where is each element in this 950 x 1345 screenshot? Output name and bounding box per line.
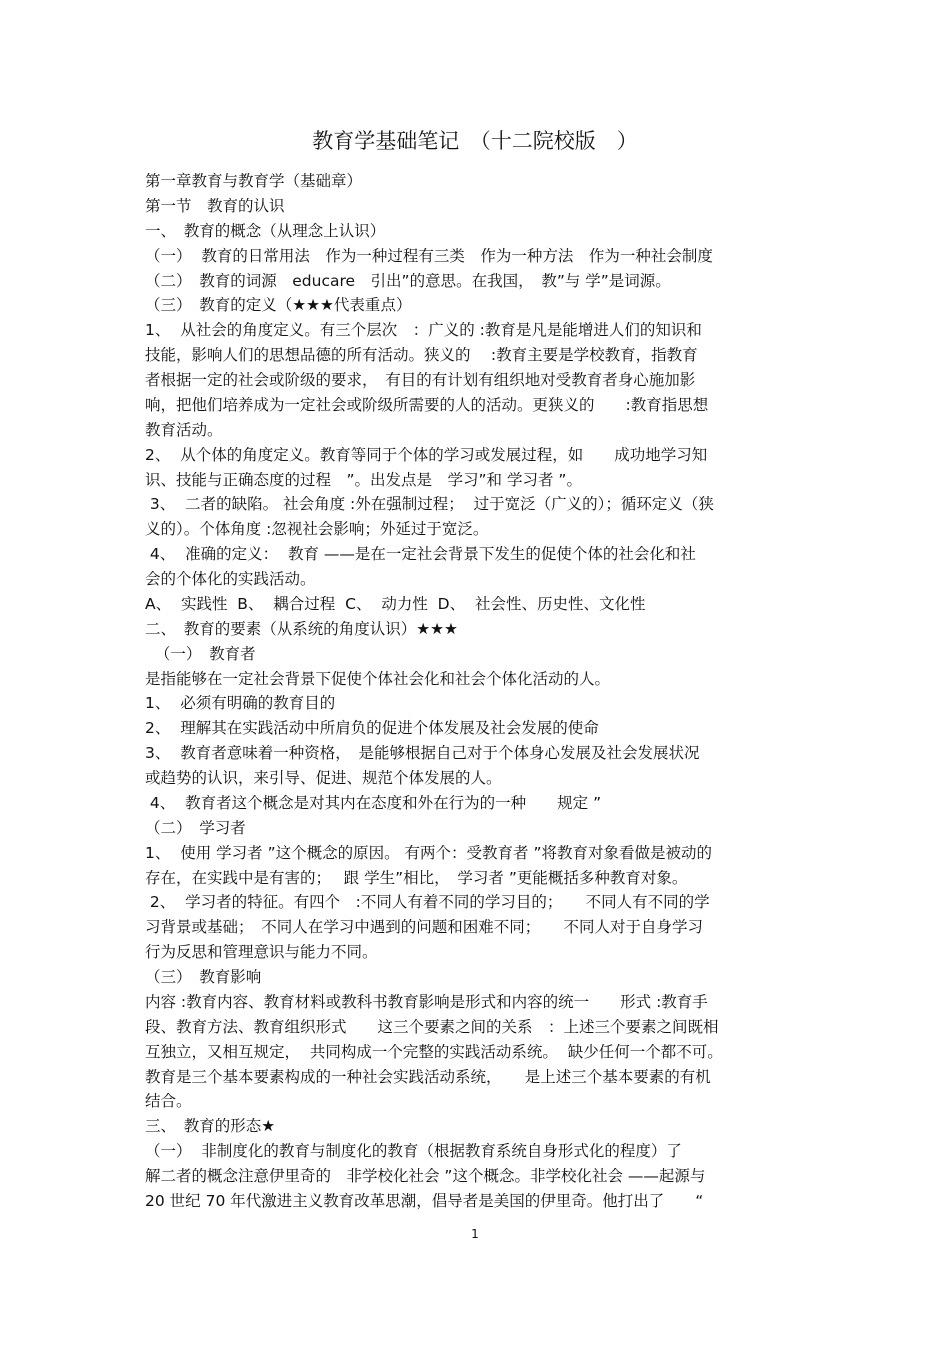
text-line: 一、 教育的概念（从理念上认识）	[145, 221, 386, 240]
text-line: （一） 非制度化的教育与制度化的教育（根据教育系统自身形式化的程度）了	[145, 1142, 682, 1161]
text-line: 20 世纪 70 年代激进主义教育改革思潮，倡导者是美国的伊里奇。他打出了 “	[145, 1192, 704, 1210]
text-line: 2、 学习者的特征。有四个 :不同人有着不同的学习目的； 不同人有不同的学	[145, 893, 710, 912]
text-line: 行为反思和管理意识与能力不同。	[145, 943, 378, 962]
text-line: （二） 学习者	[145, 818, 246, 837]
text-line: 1、 从社会的角度定义。有三个层次 ：广义的 :教育是凡是能增进人们的知识和	[145, 321, 702, 340]
text-line: 识、技能与正确态度的过程 ”。出发点是 学习”和 学习者 ”。	[145, 470, 582, 489]
text-line: 段、教育方法、教育组织形式 这三个要素之间的关系 ：上述三个要素之间既相	[145, 1017, 719, 1036]
text-line: （三） 教育影响	[145, 968, 262, 987]
text-line: （三） 教育的定义（★★★代表重点）	[145, 296, 412, 315]
page-number: 1	[471, 1227, 479, 1241]
text-line: 会的个体化的实践活动。	[145, 570, 316, 589]
text-line: 二、 教育的要素（从系统的角度认识）★★★	[145, 619, 458, 638]
text-line: 者根据一定的社会或阶级的要求， 有目的有计划有组织地对受教育者身心施加影	[145, 371, 696, 390]
text-line: 第一章教育与教育学（基础章）	[145, 172, 363, 190]
text-line: 是指能够在一定社会背景下促使个体社会化和社会个体化活动的人。	[145, 669, 611, 688]
text-line: 1、 必须有明确的教育目的	[145, 694, 336, 713]
text-line: 存在，在实践中是有害的； 跟 学生”相比， 学习者 ”更能概括多种教育对象。	[145, 868, 688, 887]
text-line: 互独立，又相互规定， 共同构成一个完整的实践活动系统。 缺少任何一个都不可。	[145, 1042, 723, 1061]
text-line: 技能，影响人们的思想品德的所有活动。狭义的 :教育主要是学校教育，指教育	[145, 346, 698, 365]
text-line: 4、 教育者这个概念是对其内在态度和外在行为的一种 规定 ”	[145, 793, 602, 812]
text-line: 2、 理解其在实践活动中所肩负的促进个体发展及社会发展的使命	[145, 719, 599, 738]
text-line: 第一节 教育的认识	[145, 196, 285, 215]
text-line: 义的）。个体角度 :忽视社会影响；外延过于宽泛。	[145, 520, 489, 539]
text-line: A、 实践性 B、 耦合过程 C、 动力性 D、 社会性、历史性、文化性	[145, 594, 646, 613]
text-line: 2、 从个体的角度定义。教育等同于个体的学习或发展过程，如 成功地学习知	[145, 445, 708, 464]
text-line: 1、 使用 学习者 ”这个概念的原因。 有两个：受教育者 ”将教育对象看做是被动的	[145, 843, 712, 862]
text-line: 响，把他们培养成为一定社会或阶级所需要的人的活动。更狭义的 :教育指思想	[145, 395, 709, 414]
text-line: 3、 二者的缺陷。 社会角度 :外在强制过程； 过于宽泛（广义的）；循环定义（狭	[145, 495, 714, 514]
text-line: 教育是三个基本要素构成的一种社会实践活动系统， 是上述三个基本要素的有机	[145, 1067, 711, 1086]
text-line: 解二者的概念注意伊里奇的 非学校化社会 ”这个概念。非学校化社会 ——起源与	[145, 1167, 706, 1186]
text-line: 教育活动。	[145, 420, 223, 439]
text-line: （一） 教育者	[145, 644, 256, 663]
text-line: 习背景或基础； 不同人在学习中遇到的问题和困难不同； 不同人对于自身学习	[145, 918, 704, 937]
text-line: 或趋势的认识，来引导、促进、规范个体发展的人。	[145, 769, 502, 788]
text-line: 三、 教育的形态★	[145, 1117, 276, 1136]
text-line: 4、 准确的定义： 教育 ——是在一定社会背景下发生的促使个体的社会化和社	[145, 545, 696, 564]
document-title: 教育学基础笔记 （十二院校版 ）	[312, 129, 638, 153]
text-line: （一） 教育的日常用法 作为一种过程有三类 作为一种方法 作为一种社会制度	[145, 246, 713, 265]
text-line: 3、 教育者意味着一种资格， 是能够根据自己对于个体身心发展及社会发展状况	[145, 744, 700, 763]
text-line: （二） 教育的词源 educare 引出”的意思。在我国， 教”与 学”是词源。	[145, 271, 671, 290]
text-line: 结合。	[145, 1092, 192, 1111]
text-line: 内容 :教育内容、教育材料或教科书教育影响是形式和内容的统一 形式 :教育手	[145, 992, 708, 1011]
